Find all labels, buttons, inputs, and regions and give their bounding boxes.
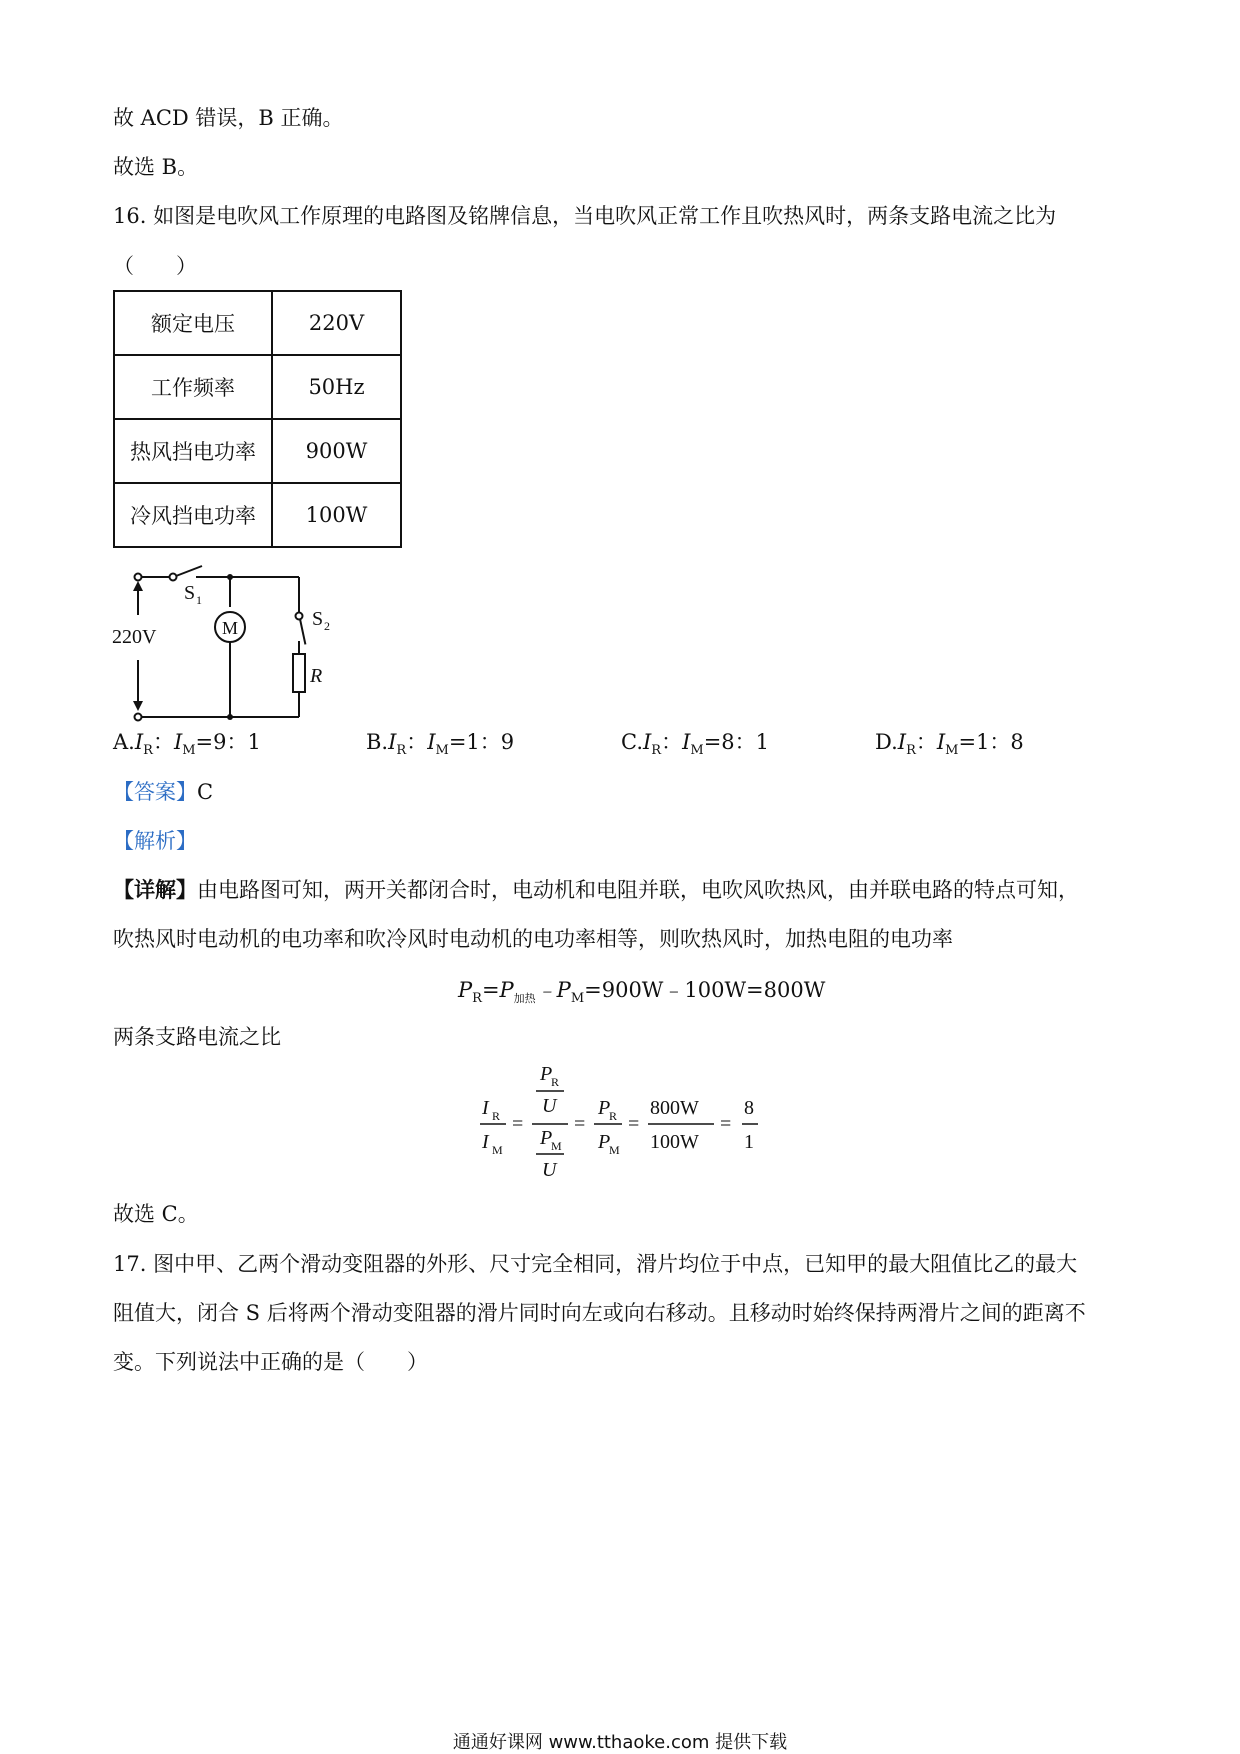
frac-eq-2: = (574, 1113, 586, 1135)
power-formula: $P_R=P_{加热}﹣P_M=900W﹣100W=800W$ (458, 978, 826, 1007)
ratio-text: 两条支路电流之比 (113, 1025, 281, 1049)
table-cell-value: 900W (272, 419, 401, 483)
option-a: $A.I_R$：$I_M=9$：1 (113, 730, 261, 759)
resistor-symbol (293, 654, 305, 692)
table-cell-value: 220V (272, 291, 401, 355)
question-16-paren: （ ） (113, 254, 197, 278)
frac-ir-sub: R (492, 1109, 501, 1123)
answer-value: C (197, 780, 214, 804)
table-row (114, 483, 401, 547)
detail-line-1: 【详解】由电路图可知，两开关都闭合时，电动机和电阻并联，电吹风吹热风，由并联电路的特点可知， (113, 877, 1079, 902)
frac-1: 1 (744, 1131, 754, 1153)
frac-8: 8 (744, 1097, 754, 1119)
table-row (114, 419, 401, 483)
s2-subscript: 2 (324, 619, 330, 633)
question-16: 16. 如图是电吹风工作原理的电路图及铭牌信息，当电吹风正常工作且吹热风时，两条支路电流之比为 (113, 204, 1057, 228)
arrow-up-icon (133, 581, 143, 591)
arrow-down-icon (133, 701, 143, 711)
frac-800w: 800W (650, 1097, 699, 1119)
option-c: $C.I_R$：$I_M=8$：1 (621, 730, 770, 759)
footer-watermark: 通通好课网 www.tthaoke.com 提供下载 (452, 1732, 788, 1753)
frac-eq-4: = (720, 1113, 732, 1135)
svg-text:P: P (598, 1131, 611, 1153)
frac-pr-top: P (540, 1063, 553, 1085)
svg-text:M: M (551, 1139, 562, 1153)
detail-label: 【详解】 (113, 877, 197, 902)
switch-s2 (300, 619, 305, 644)
terminal-top (135, 574, 142, 581)
table-cell-key: 热风挡电功率 (114, 419, 272, 483)
answer-line (113, 778, 213, 806)
table-cell-value: 50Hz (272, 355, 401, 419)
table-cell-key: 额定电压 (114, 291, 272, 355)
terminal-bottom (135, 714, 142, 721)
question-17-line-1: 17. 图中甲、乙两个滑动变阻器的外形、尺寸完全相同，滑片均位于中点，已知甲的最大阻值比乙的最大 (113, 1252, 1078, 1276)
table-cell-key: 冷风挡电功率 (114, 483, 272, 547)
svg-text:R: R (551, 1075, 560, 1089)
svg-text:R: R (609, 1109, 618, 1123)
text-line-1: 故 ACD 错误，B 正确。 (113, 106, 344, 130)
switch-s1 (176, 566, 202, 576)
s1-label: S (184, 582, 196, 604)
motor-label: M (222, 618, 239, 638)
voltage-label: 220V (112, 626, 157, 648)
frac-100w: 100W (650, 1131, 699, 1153)
svg-text:U: U (542, 1095, 557, 1117)
svg-text:M: M (609, 1143, 620, 1157)
circuit-diagram (100, 555, 360, 725)
frac-eq-3: = (628, 1113, 640, 1135)
svg-text:P: P (540, 1127, 553, 1149)
ratio-fraction (470, 1058, 770, 1178)
frac-ir: I (482, 1097, 489, 1119)
table-row (114, 355, 401, 419)
frac-im: I (482, 1131, 489, 1153)
resistor-label: R (310, 665, 323, 687)
detail-line-2: 吹热风时电动机的电功率和吹冷风时电动机的电功率相等，则吹热风时，加热电阻的电功率 (113, 927, 953, 951)
svg-text:P: P (598, 1097, 611, 1119)
svg-text:U: U (542, 1159, 557, 1178)
conclusion: 故选 C。 (113, 1202, 199, 1226)
frac-eq-1: = (512, 1113, 524, 1135)
answer-label: 【答案】 (113, 780, 197, 804)
table-cell-key: 工作频率 (114, 355, 272, 419)
analysis-label: 【解析】 (113, 829, 197, 853)
s1-subscript: 1 (196, 593, 202, 607)
frac-im-sub: M (492, 1143, 503, 1157)
table-row (114, 291, 401, 355)
question-17-line-2: 阻值大，闭合 S 后将两个滑动变阻器的滑片同时向左或向右移动。且移动时始终保持两滑片之间的距离不 (113, 1301, 1086, 1325)
table-cell-value: 100W (272, 483, 401, 547)
text-line-2: 故选 B。 (113, 155, 199, 179)
option-d: $D.I_R$：$I_M=1$：8 (875, 730, 1024, 759)
nameplate-table (113, 290, 402, 548)
s2-label: S (312, 608, 324, 630)
question-17-line-3: 变。下列说法中正确的是（ ） (113, 1350, 428, 1374)
option-b: $B.I_R$：$I_M=1$：9 (366, 730, 515, 759)
